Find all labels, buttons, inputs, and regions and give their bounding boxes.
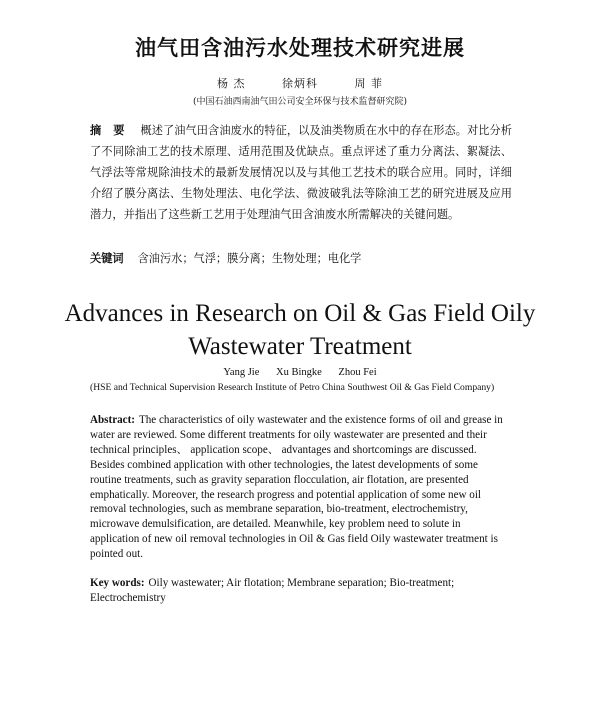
chinese-abstract-label: 摘 要 [90,123,129,137]
english-keywords-label: Key words: [90,577,145,589]
chinese-title: 油气田含油污水处理技术研究进展 [135,36,465,60]
chinese-authors [0,75,600,91]
english-authors [0,367,600,378]
chinese-abstract-text: 概述了油气田含油废水的特征，以及油类物质在水中的存在形态。对比分析了不同除油工艺的技术原理、适用范围及优缺点。重点评述了重力分离法、絮凝法、气浮法等常规除油技术的最新发展情况以及与其他工艺技术的联合应用。同时，详细介绍了膜分离法、生物处理法、电化学法、微波破乳法等除油工艺的研究进展及应用潜力，并指出了这些新工艺用于处理油气田含油废水所需解决的关键问题。 [90,124,512,221]
chinese-author: 周 菲 [354,77,383,90]
english-title: Advances in Research on Oil & Gas Field Oily Wastewater Treatment [64,300,536,360]
chinese-keywords-label: 关键词 [90,251,124,265]
english-keywords [90,576,520,606]
chinese-affiliation: (中国石油西南油气田公司安全环保与技术监督研究院) [192,97,408,107]
english-abstract-text: The characteristics of oily wastewater and the existence forms of oil and grease in water are reviewed. Some different treatments for oily wastewater are presented and their technical principles、 application scope、 advantages and shortcomings are discussed. Besides combined application with other technologies, the latest developments of some routine treatments, such as gravity separation flocculation, air flotation, are presented emphatically. Moreover, the research progress and potential application of some new oil removal technologies, such as membrane separation, bio-treatment, electrochemistry, microwave demulsification, are detailed. Meanwhile, key problem need to solute in application of new oil removal technologies in Oil & Gas field Oily wastewater treatment is pointed out. [90,414,503,561]
chinese-abstract [90,120,512,225]
english-author: Yang Jie [223,367,260,378]
english-author: Xu Bingke [275,367,322,378]
chinese-author: 徐炳科 [282,77,318,90]
english-abstract [90,413,512,562]
english-abstract-label: Abstract: [90,414,135,426]
english-author: Zhou Fei [338,367,377,378]
chinese-keywords-text: 含油污水；气浮；膜分离；生物处理；电化学 [137,252,362,265]
english-affiliation: (HSE and Technical Supervision Research Institute of Petro China Southwest Oil & Gas Field Company) [90,382,495,393]
english-keywords-text: Oily wastewater; Air flotation; Membrane separation; Bio-treatment; Electrochemistry [90,577,455,604]
chinese-keywords [90,250,512,266]
chinese-author: 杨 杰 [217,77,246,90]
